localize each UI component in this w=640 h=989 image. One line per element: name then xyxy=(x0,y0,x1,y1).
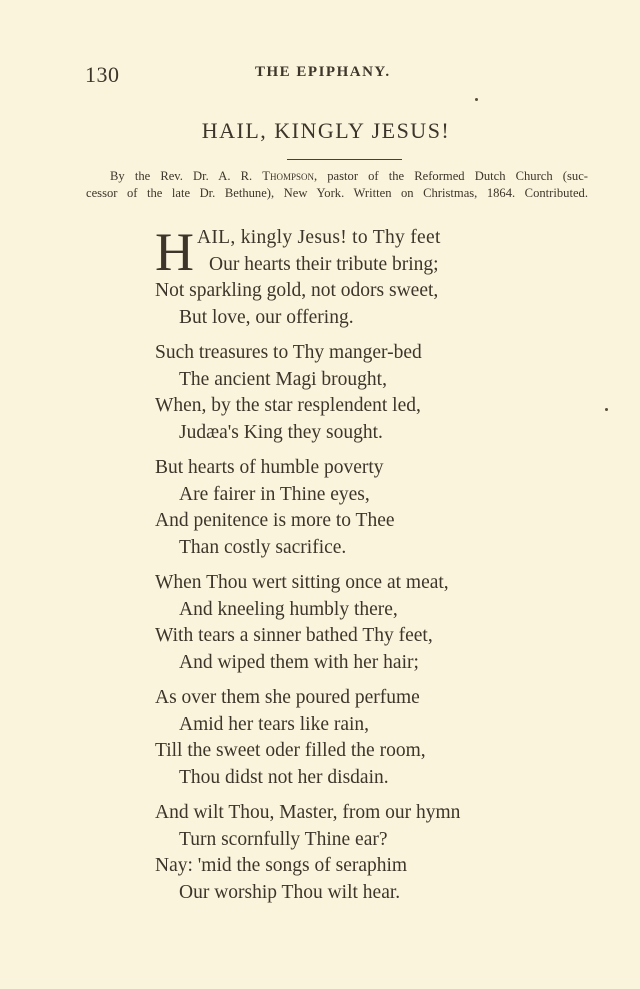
attribution-line-2: cessor of the late Dr. Bethune), New York. Written on Christmas, 1864. Contributed. xyxy=(86,186,588,200)
attribution-line-1 xyxy=(108,168,588,185)
poem-line: Nay: 'mid the songs of seraphim xyxy=(155,855,408,876)
page-number: 130 xyxy=(85,62,120,87)
poem-line: Judæa's King they sought. xyxy=(179,421,383,443)
poem-line: Our hearts their tribute bring; xyxy=(209,253,439,275)
stanza xyxy=(155,340,555,446)
poem-line: And wilt Thou, Master, from our hymn xyxy=(155,802,461,823)
poem-body xyxy=(155,222,555,915)
poem-line: And wiped them with her hair; xyxy=(179,651,419,673)
first-lines-with-dropcap xyxy=(155,222,555,282)
poem-line: Turn scornfully Thine ear? xyxy=(179,828,388,850)
poem-line: With tears a sinner bathed Thy feet, xyxy=(155,625,433,646)
poem-line: Not sparkling gold, not odors sweet, xyxy=(155,280,439,301)
poem-line: But hearts of humble poverty xyxy=(155,457,384,478)
poem-line: And kneeling humbly there, xyxy=(179,598,398,620)
stanza xyxy=(155,222,555,331)
poem-line: Till the sweet oder filled the room, xyxy=(155,740,426,761)
attribution-suffix: , pastor of the Reformed Dutch Church (suc- xyxy=(313,169,588,183)
title-rule xyxy=(287,159,402,160)
stanza xyxy=(155,570,555,676)
poem-title: HAIL, KINGLY JESUS! xyxy=(201,118,451,143)
poem-line: AIL, kingly Jesus! to Thy feet xyxy=(197,227,441,248)
stanza xyxy=(155,685,555,791)
poem-line: The ancient Magi brought, xyxy=(179,368,387,390)
stanza xyxy=(155,800,555,906)
author-name: Thompson xyxy=(262,169,314,183)
poem-line: Such treasures to Thy manger-bed xyxy=(155,342,422,363)
drop-cap: H xyxy=(155,222,194,282)
poem-line: Amid her tears like rain, xyxy=(179,713,370,735)
attribution xyxy=(86,168,588,202)
poem-line: When, by the star resplendent led, xyxy=(155,395,421,416)
poem-line: But love, our offering. xyxy=(179,306,354,328)
poem-line: When Thou wert sitting once at meat, xyxy=(155,572,449,593)
poem-line: Thou didst not her disdain. xyxy=(179,766,389,788)
poem-line: Are fairer in Thine eyes, xyxy=(179,483,370,505)
poem-line: And penitence is more to Thee xyxy=(155,510,395,531)
attribution-prefix: By the Rev. Dr. A. R. xyxy=(110,169,263,183)
poem-line: Than costly sacrifice. xyxy=(179,536,347,558)
poem-line: As over them she poured perfume xyxy=(155,687,420,708)
ink-speck xyxy=(475,98,478,101)
ink-speck xyxy=(605,408,608,411)
running-head: THE EPIPHANY. xyxy=(255,64,391,80)
stanza xyxy=(155,455,555,561)
poem-line: Our worship Thou wilt hear. xyxy=(179,881,401,903)
